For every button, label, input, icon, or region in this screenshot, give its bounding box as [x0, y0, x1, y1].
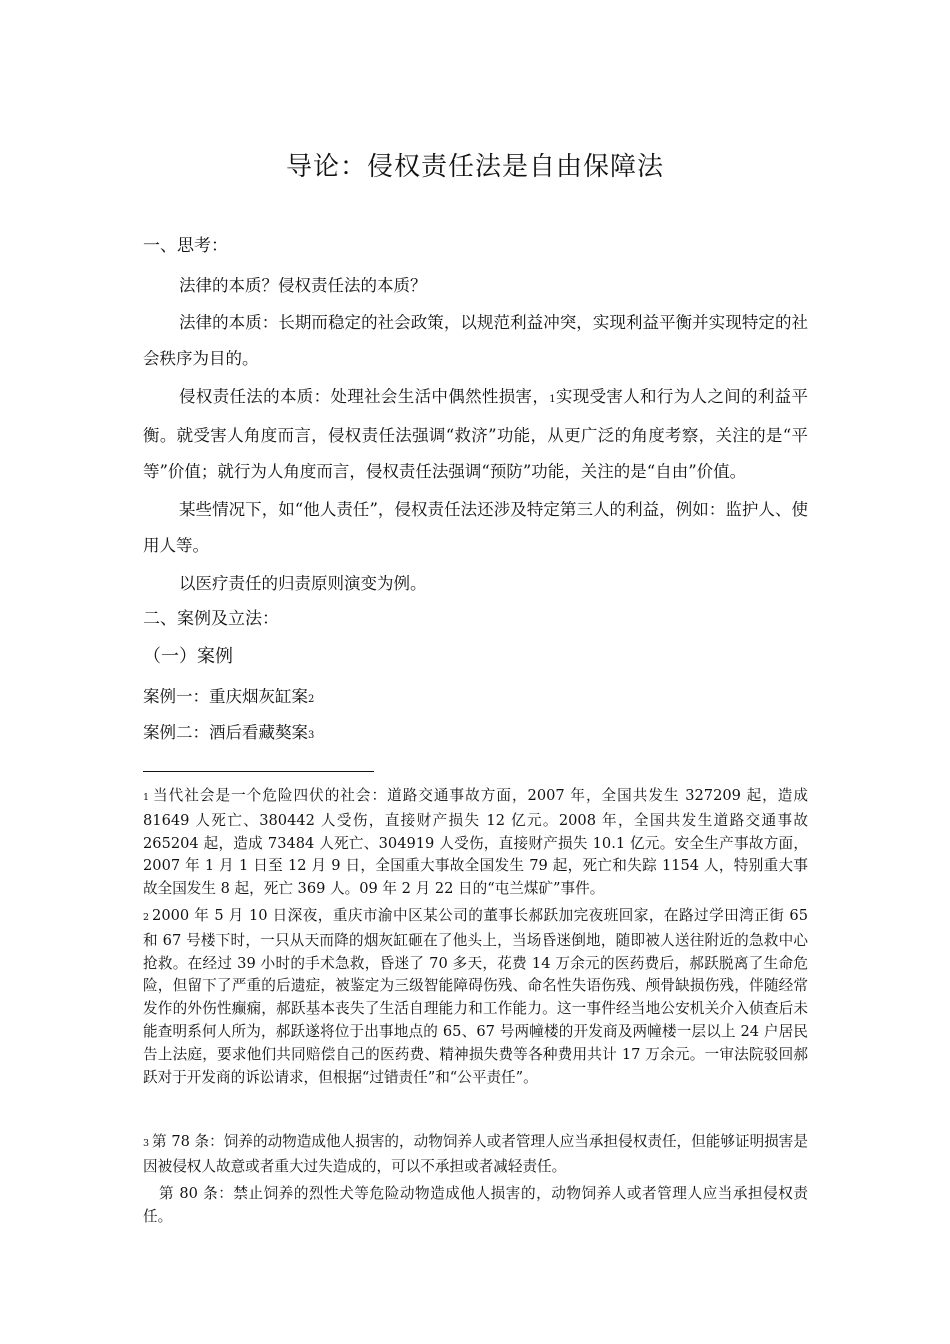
section-heading-thinking: 一、思考： — [143, 236, 228, 256]
tort-essence-text-b: 实现受害人和行为人之间的利益平衡。就受害人角度而言，侵权责任法强调“救济”功能，从更广泛的角度考察，关注的是“平等”价值；就行为人角度而言，侵权责任法强调“预防”功能，关注的是“自由”价值。 — [143, 387, 809, 481]
footnote-3b-text: 第 80 条：禁止饲养的烈性犬等危险动物造成他人损害的，动物饲养人或者管理人应当承担侵权责任。 — [143, 1185, 808, 1225]
footnote-3 — [143, 1131, 808, 1179]
medical-example-text: 以医疗责任的归责原则演变为例。 — [179, 574, 427, 593]
footnote-ref-2[interactable]: 2 — [308, 694, 315, 705]
case-2-text: 案例二：酒后看藏獒案 — [143, 723, 308, 742]
footnote-2-text: 2000 年 5 月 10 日深夜，重庆市渝中区某公司的董事长郝跃加完夜班回家，在路过学田湾正街 65 和 67 号楼下时，一只从天而降的烟灰缸砸在了他头上，当场昏迷倒地，随即被人送往附近的急救中心抢救。在经过 39 小时的手术急救，昏迷了 70 多天，花费 14 万余元的医药费后，郝跃脱离了生命危险，但留下了严重的后遗症，被鉴定为三级智能障碍伤残、命名性失语伤残、颅骨缺损伤残，伴随经常发作的外伤性癫痫，郝跃基本丧失了生活自理能力和工作能力。这一事件经当地公安机关介入侦查后未能查明系何人所为，郝跃遂将位于出事地点的 65、67 号两幢楼的开发商及两幢楼一层以上 24 户居民告上法庭，要求他们共同赔偿自己的医药费、精神损失费等各种费用共计 17 万余元。一审法院驳回郝跃对于开发商的诉讼请求，但根据“过错责任”和“公平责任”。 — [143, 907, 808, 1086]
footnote-ref-1[interactable]: 1 — [549, 394, 556, 405]
footnote-3-continued — [143, 1183, 808, 1229]
tort-essence-paragraph — [143, 379, 808, 490]
case-item-2 — [143, 723, 314, 746]
footnote-separator — [143, 771, 374, 772]
footnote-2 — [143, 905, 808, 1089]
footnote-1 — [143, 785, 808, 901]
law-essence-text: 法律的本质：长期而稳定的社会政策，以规范利益冲突，实现利益平衡并实现特定的社会秩序为目的。 — [143, 313, 808, 368]
footnote-1-text: 当代社会是一个危险四伏的社会：道路交通事故方面，2007 年，全国共发生 327209 起，造成 81649 人死亡、380442 人受伤，直接财产损失 12 亿元。2008 年，全国共发生道路交通事故 265204 起，造成 73484 人死亡、304919 人受伤，直接财产损失 10.1 亿元。安全生产事故方面，2007 年 1 月 1 日至 12 月 9 日，全国重大事故全国发生 79 起，死亡和失踪 1154 人，特别重大事故全国发生 8 起，死亡 369 人。09 年 2 月 22 日的“屯兰煤矿”事件。 — [143, 787, 808, 898]
footnote-ref-3[interactable]: 3 — [308, 730, 315, 741]
page-title: 导论：侵权责任法是自由保障法 — [285, 152, 664, 182]
footnote-3-mark: 3 — [143, 1138, 150, 1149]
tort-essence-text-a: 侵权责任法的本质：处理社会生活中偶然性损害， — [179, 387, 550, 406]
third-party-text: 某些情况下，如“他人责任”，侵权责任法还涉及特定第三人的利益，例如：监护人、使用人等。 — [143, 500, 808, 555]
footnote-3-text: 第 78 条：饲养的动物造成他人损害的，动物饲养人或者管理人应当承担侵权责任，但能够证明损害是因被侵权人故意或者重大过失造成的，可以不承担或者减轻责任。 — [143, 1133, 808, 1175]
section-heading-cases: 二、案例及立法： — [143, 609, 279, 629]
question-paragraph — [143, 268, 808, 304]
footnote-1-mark: 1 — [143, 792, 150, 803]
case-1-text: 案例一：重庆烟灰缸案 — [143, 687, 308, 706]
question-text: 法律的本质？侵权责任法的本质？ — [179, 276, 427, 295]
footnote-2-mark: 2 — [143, 912, 150, 923]
subsection-heading-cases: （一）案例 — [143, 646, 233, 667]
medical-example-paragraph — [143, 566, 808, 602]
case-item-1 — [143, 687, 314, 710]
law-essence-paragraph — [143, 305, 808, 377]
third-party-paragraph — [143, 492, 808, 564]
